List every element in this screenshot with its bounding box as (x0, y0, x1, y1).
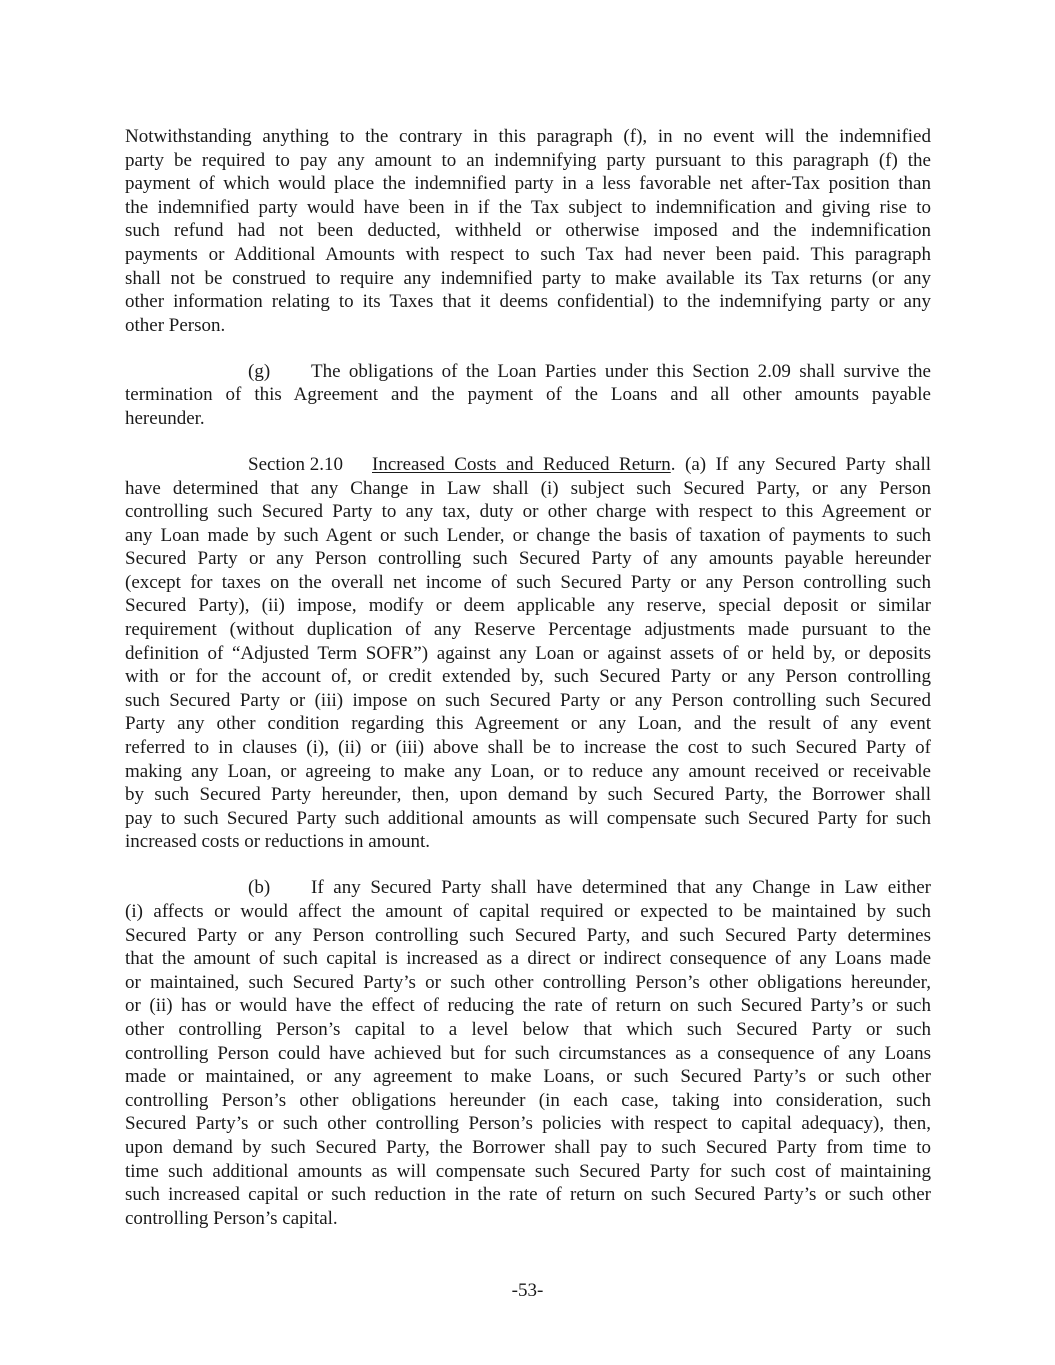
text-line: making any Loan, or agreeing to make any Loan, or to reduce any amount received or receivable (125, 760, 931, 782)
text-line: such Secured Party or (iii) impose on such Secured Party or any Person controlling such Secured (125, 689, 931, 711)
section-number: Section 2.10 (248, 453, 343, 475)
text-line-content (372, 453, 931, 477)
text-line: made or maintained, or any agreement to make Loans, or such Secured Party’s or such other (125, 1066, 931, 1088)
clause-label: (b) (248, 877, 271, 899)
text-line: controlling such Secured Party to any tax, duty or other charge with respect to this Agreement or (125, 501, 931, 523)
text-line: payment of which would place the indemnified party in a less favorable net after-Tax position than (125, 173, 931, 195)
page-number: -53- (511, 1280, 544, 1301)
text-line: referred to in clauses (i), (ii) or (iii) above shall be to increase the cost to such Secured Party of (125, 737, 931, 759)
text-line: such refund had not been deducted, withheld or otherwise imposed and the indemnification (125, 220, 931, 242)
text-line: party be required to pay any amount to an indemnifying party pursuant to this paragraph (f) the (125, 149, 931, 171)
text-line (125, 360, 931, 384)
paragraph (125, 360, 931, 431)
text-line: with or for the account of, or credit extended by, such Secured Party or any Person controlling (125, 666, 931, 688)
paragraph (125, 125, 931, 337)
text-line: controlling Person’s other obligations hereunder (in each case, taking into consideration, such (125, 1089, 931, 1111)
clause-label: (g) (248, 360, 271, 382)
text-line: definition of “Adjusted Term SOFR”) against any Loan or against assets of or held by, or deposits (125, 642, 931, 664)
text-line: pay to such Secured Party such additional amounts as will compensate such Secured Party for such (125, 807, 931, 829)
text-line: other Person. (125, 314, 226, 336)
text-line: termination of this Agreement and the payment of the Loans and all other amounts payable (125, 384, 931, 406)
text-line: upon demand by such Secured Party, the Borrower shall pay to such Secured Party from time to (125, 1136, 931, 1158)
text-line: requirement (without duplication of any Reserve Percentage adjustments made pursuant to the (125, 619, 931, 641)
text-line: the indemnified party would have been in if the Tax subject to indemnification and giving rise to (125, 196, 931, 218)
document-body (125, 125, 931, 1253)
text-line: have determined that any Change in Law shall (i) subject such Secured Party, or any Person (125, 477, 931, 499)
text-line-content (311, 360, 931, 384)
text-line: such increased capital or such reduction in the rate of return on such Secured Party’s or such other (125, 1184, 931, 1206)
text-line: Secured Party or any Person controlling such Secured Party of any amounts payable hereunder (125, 548, 931, 570)
text-line: Notwithstanding anything to the contrary in this paragraph (f), in no event will the indemnified (125, 126, 931, 147)
text-line: any Loan made by such Agent or such Lender, or change the basis of taxation of payments to such (125, 524, 931, 546)
text-line: controlling Person’s capital. (125, 1207, 338, 1229)
paragraph (125, 453, 931, 854)
text-line: hereunder. (125, 407, 205, 429)
text-line: by such Secured Party hereunder, then, upon demand by such Secured Party, the Borrower shall (125, 784, 931, 806)
text-line: increased costs or reductions in amount. (125, 831, 430, 853)
text-line: or maintained, such Secured Party’s or such other controlling Person’s other obligations hereunder, (125, 971, 931, 993)
text-line: (i) affects or would affect the amount of capital required or expected to be maintained by such (125, 900, 931, 922)
text-line: or (ii) has or would have the effect of reducing the rate of return on such Secured Party’s or such (125, 995, 931, 1017)
text-line: Secured Party), (ii) impose, modify or deem applicable any reserve, special deposit or similar (125, 595, 931, 617)
text-line: shall not be construed to require any indemnified party to make available its Tax returns (or any (125, 267, 931, 289)
text-line: Party any other condition regarding this Agreement or any Loan, and the result of any event (125, 713, 931, 735)
text-line-content (311, 876, 931, 900)
text-line (125, 453, 931, 477)
text-line: other controlling Person’s capital to a level below that which such Secured Party or such (125, 1018, 931, 1040)
section-heading: Increased Costs and Reduced Return (372, 453, 671, 475)
text-line: other information relating to its Taxes that it deems confidential) to the indemnifying party or any (125, 291, 931, 313)
paragraph (125, 876, 931, 1230)
text-line (125, 876, 931, 900)
text-line: Secured Party’s or such other controlling Person’s policies with respect to capital adequacy), then, (125, 1113, 931, 1135)
text-line: controlling Person could have achieved but for such circumstances as a consequence of any Loans (125, 1042, 931, 1064)
text-line: that the amount of such capital is increased as a direct or indirect consequence of any Loans made (125, 948, 931, 970)
text-run: . (a) If any Secured Party shall (670, 453, 932, 475)
text-run: If any Secured Party shall have determined that any Change in Law either (311, 877, 931, 899)
text-line: (except for taxes on the overall net income of such Secured Party or any Person controlling such (125, 571, 931, 593)
text-run: The obligations of the Loan Parties under this Section 2.09 shall survive the (311, 360, 931, 382)
text-line: payments or Additional Amounts with respect to such Tax had never been paid. This paragraph (125, 243, 931, 265)
text-line: time such additional amounts as will compensate such Secured Party for such cost of maintaining (125, 1160, 931, 1182)
text-line: Secured Party or any Person controlling such Secured Party, and such Secured Party determines (125, 924, 931, 946)
